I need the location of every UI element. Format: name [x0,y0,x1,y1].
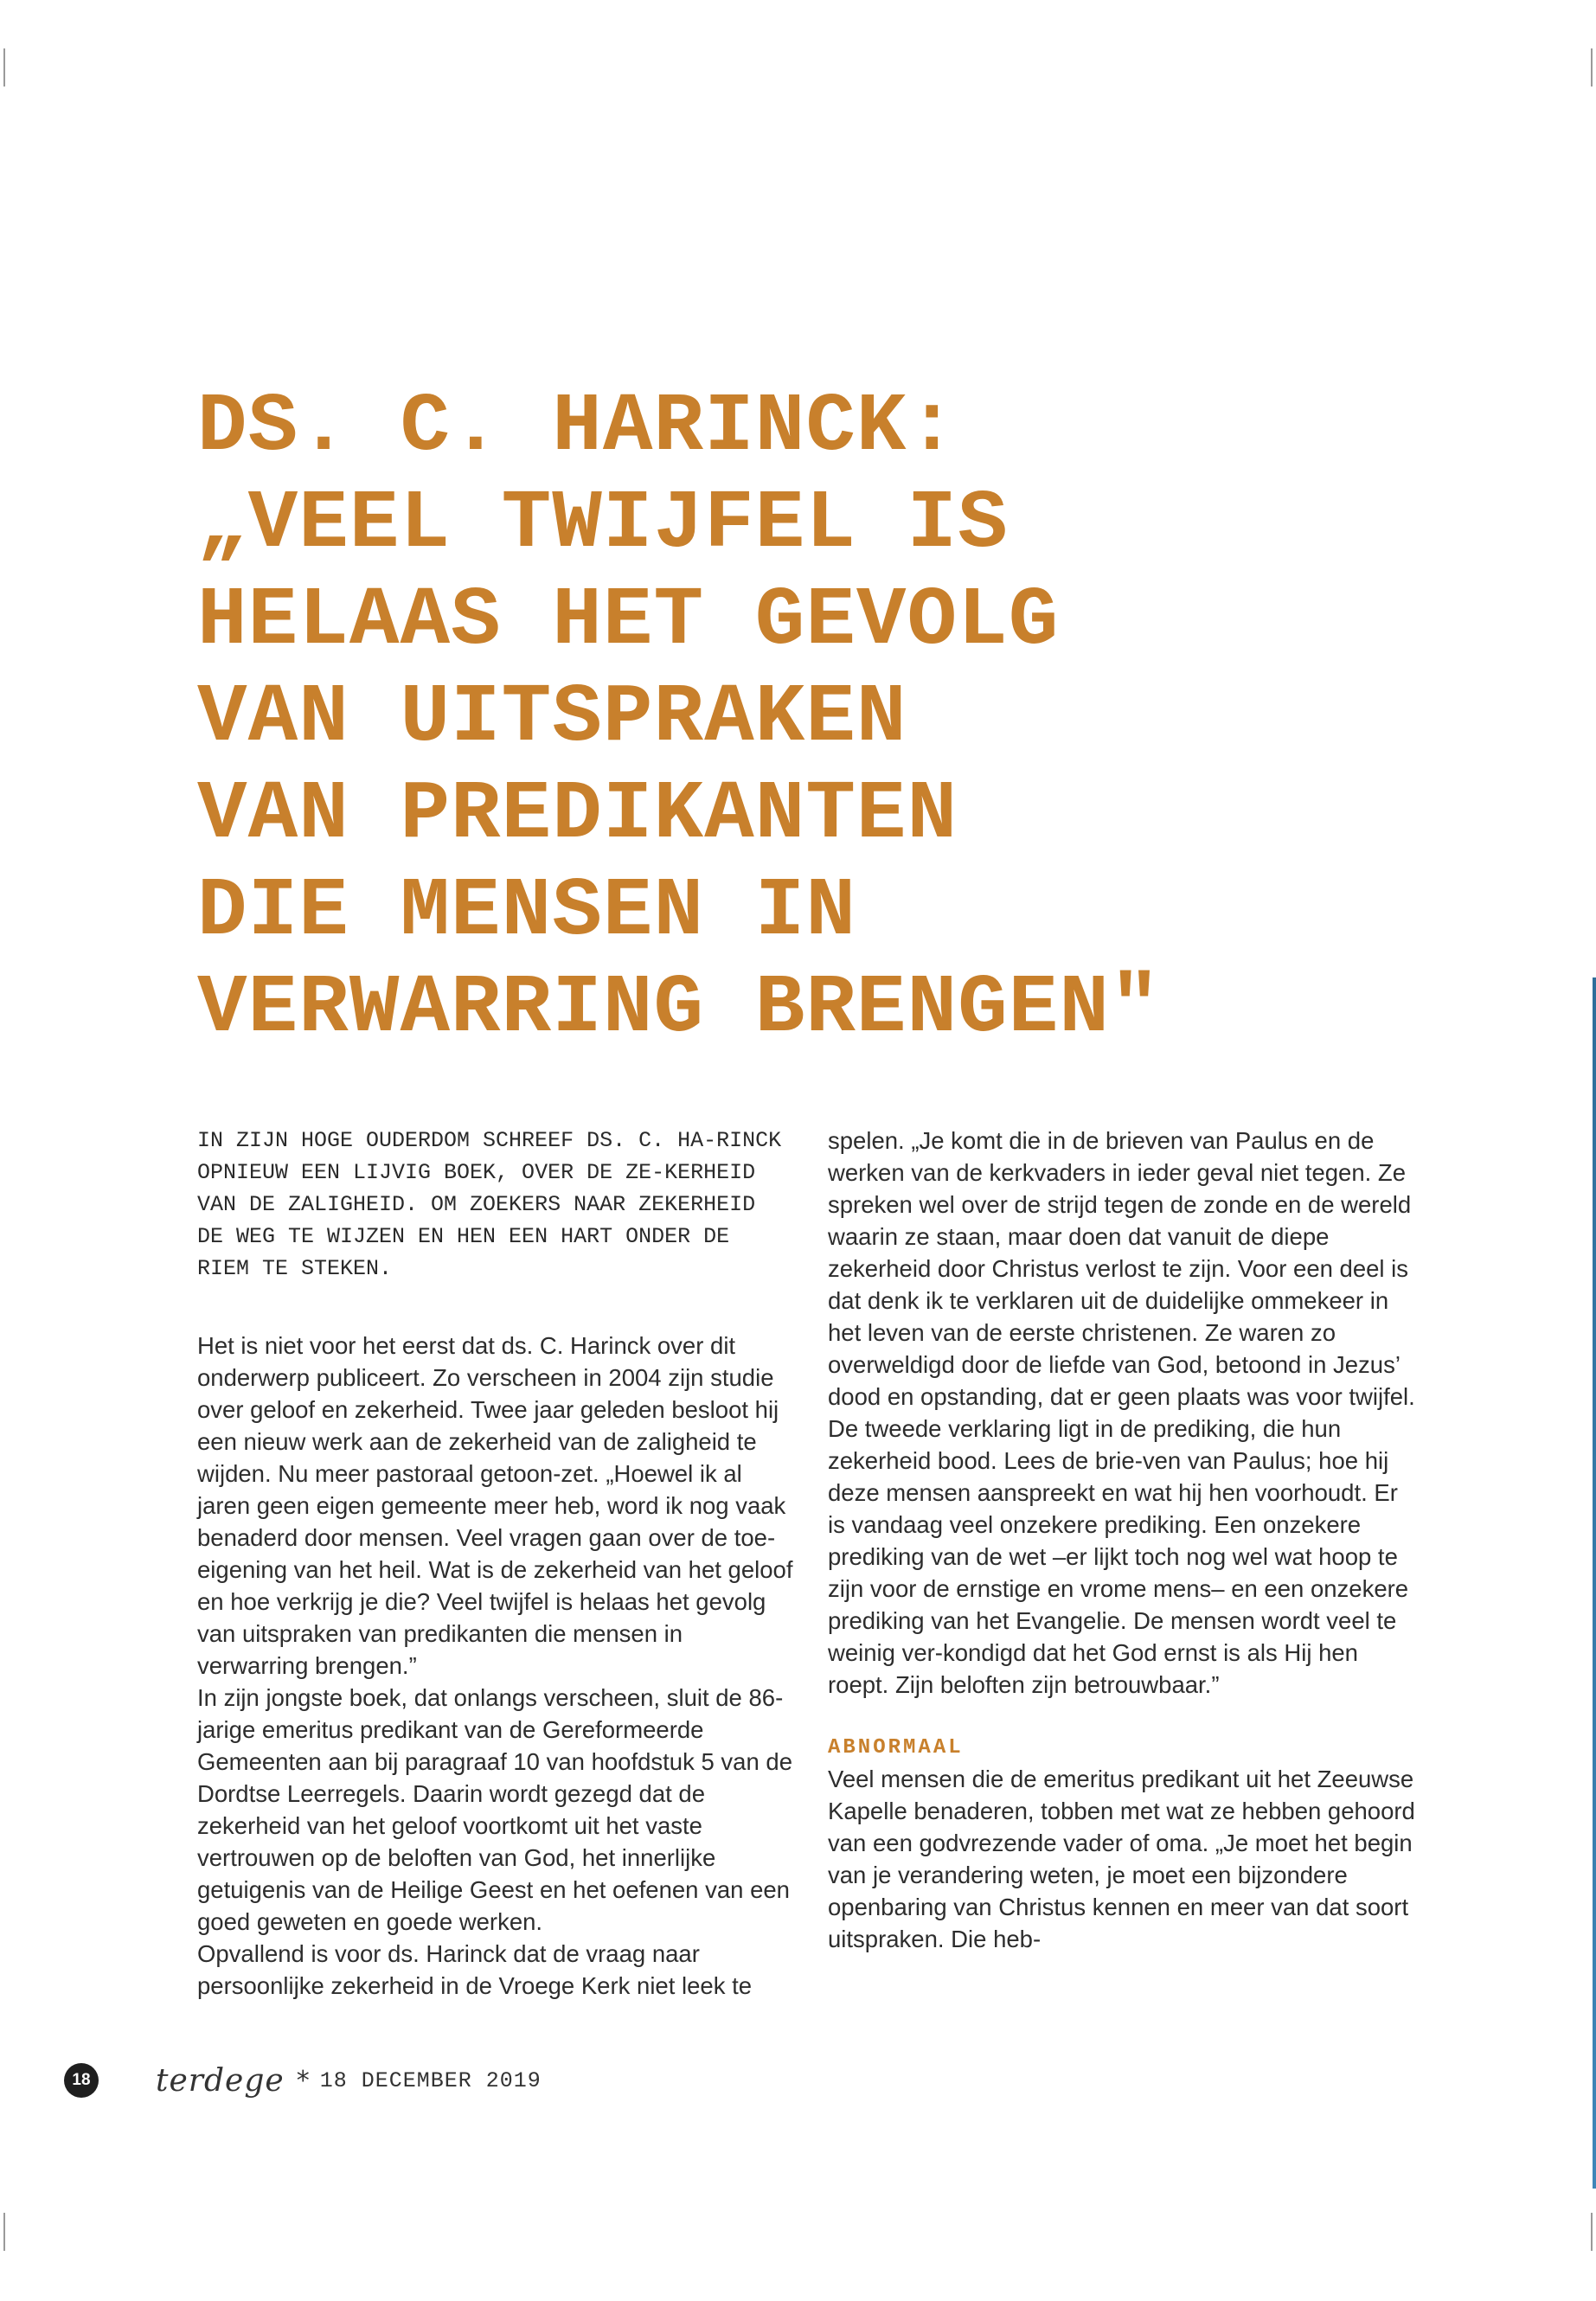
article-headline [197,379,1426,1057]
crop-mark-bottom-right [1591,2213,1593,2251]
article-column-right [828,1125,1416,1955]
body-text-left [197,1330,794,2002]
headline-line: VERWARRING BRENGEN" [197,961,1161,1055]
bleed-edge-stripe [1593,977,1596,2189]
body-paragraph: Het is niet voor het eerst dat ds. C. Harinck over dit onderwerp publiceert. Zo verscheen in 2004 zijn studie over geloof en zekerheid. Twee jaar geleden besloot hij een nieuw werk aan de zekerheid van de zaligheid te wijden. Nu meer pastoraal getoon-zet. „Hoewel ik al jaren geen eigen gemeente meer heb, word ik nog vaak benaderd door mensen. Veel vragen gaan over de toe-eigening van het heil. Wat is de zekerheid van het geloof en hoe verkrijg je die? Veel twijfel is helaas het gevolg van uitspraken van predikanten die mensen in verwarring brengen.” [197,1332,793,1679]
body-paragraph: spelen. „Je komt die in de brieven van Paulus en de werken van de kerkvaders in ieder geval niet tegen. Ze spreken wel over de strijd tegen de zonde en de wereld waarin ze staan, maar doen dat vanuit de diepe zekerheid door Christus verlost te zijn. Voor een deel is dat denk ik te verklaren uit de duidelijke ommekeer in het leven van de eerste christenen. Ze waren zo overweldigd door de liefde van God, betoond in Jezus’ dood en opstanding, dat er geen plaats was voor twijfel. De tweede verklaring ligt in de prediking, die hun zekerheid bood. Lees de brie-ven van Paulus; hoe hij deze mensen aanspreekt en wat hij hen voorhoudt. Er is vandaag veel onzekere prediking. Een onzekere prediking van de wet –er lijkt toch nog wel wat hoop te zijn voor de ernstige en vrome mens– en een onzekere prediking van het Evangelie. De mensen wordt veel te weinig ver-kondigd dat het God ernst is als Hij hen roept. Zijn beloften zijn betrouwbaar.” [828,1127,1415,1698]
body-text-right [828,1125,1416,1701]
article-intro: IN ZIJN HOGE OUDERDOM SCHREEF DS. C. HA-RINCK OPNIEUW EEN LIJVIG BOEK, OVER DE ZE-KERHEID VAN DE ZALIGHEID. OM ZOEKERS NAAR ZEKERHEID DE WEG TE WIJZEN EN HEN EEN HART ONDER DE RIEM TE STEKEN. [197,1128,782,1281]
article-column-left [197,1125,794,2002]
page-number-badge: 18 [64,2063,99,2098]
crop-mark-top-left [3,48,5,87]
crop-mark-top-right [1591,48,1593,87]
separator-icon: * [296,2065,310,2096]
headline-line: DS. C. HARINCK: [197,380,958,474]
headline-line: VAN UITSPRAKEN [197,670,907,765]
crop-mark-bottom-left [3,2213,5,2251]
headline-line: VAN PREDIKANTEN [197,767,958,862]
body-paragraph: Opvallend is voor ds. Harinck dat de vraag naar persoonlijke zekerheid in de Vroege Kerk niet leek te [197,1940,753,1999]
issue-date: 18 DECEMBER 2019 [319,2067,542,2093]
page-footer [64,2061,542,2099]
body-text-right-continued [828,1763,1416,1955]
magazine-logo: terdege [156,2062,285,2099]
body-paragraph: In zijn jongste boek, dat onlangs verscheen, sluit de 86-jarige emeritus predikant van de Gereformeerde Gemeenten aan bij paragraaf 10 van hoofdstuk 5 van de Dordtse Leerregels. Daarin wordt gezegd dat de zekerheid van het geloof voortkomt uit het vaste vertrouwen op de beloften van God, het innerlijke getuigenis van de Heilige Geest en het oefenen van een goed geweten en goede werken. [197,1684,792,1935]
section-subhead: ABNORMAAL [828,1736,964,1759]
headline-line: „VEEL TWIJFEL IS [197,477,1009,571]
headline-line: HELAAS HET GEVOLG [197,574,1060,668]
body-paragraph: Veel mensen die de emeritus predikant uit het Zeeuwse Kapelle benaderen, tobben met wat ze hebben gehoord van een godvrezende vader of oma. „Je moet het begin van je verandering weten, je moet een bijzondere openbaring van Christus kennen en meer van dat soort uitspraken. Die heb- [828,1766,1415,1952]
headline-line: DIE MENSEN IN [197,864,856,958]
